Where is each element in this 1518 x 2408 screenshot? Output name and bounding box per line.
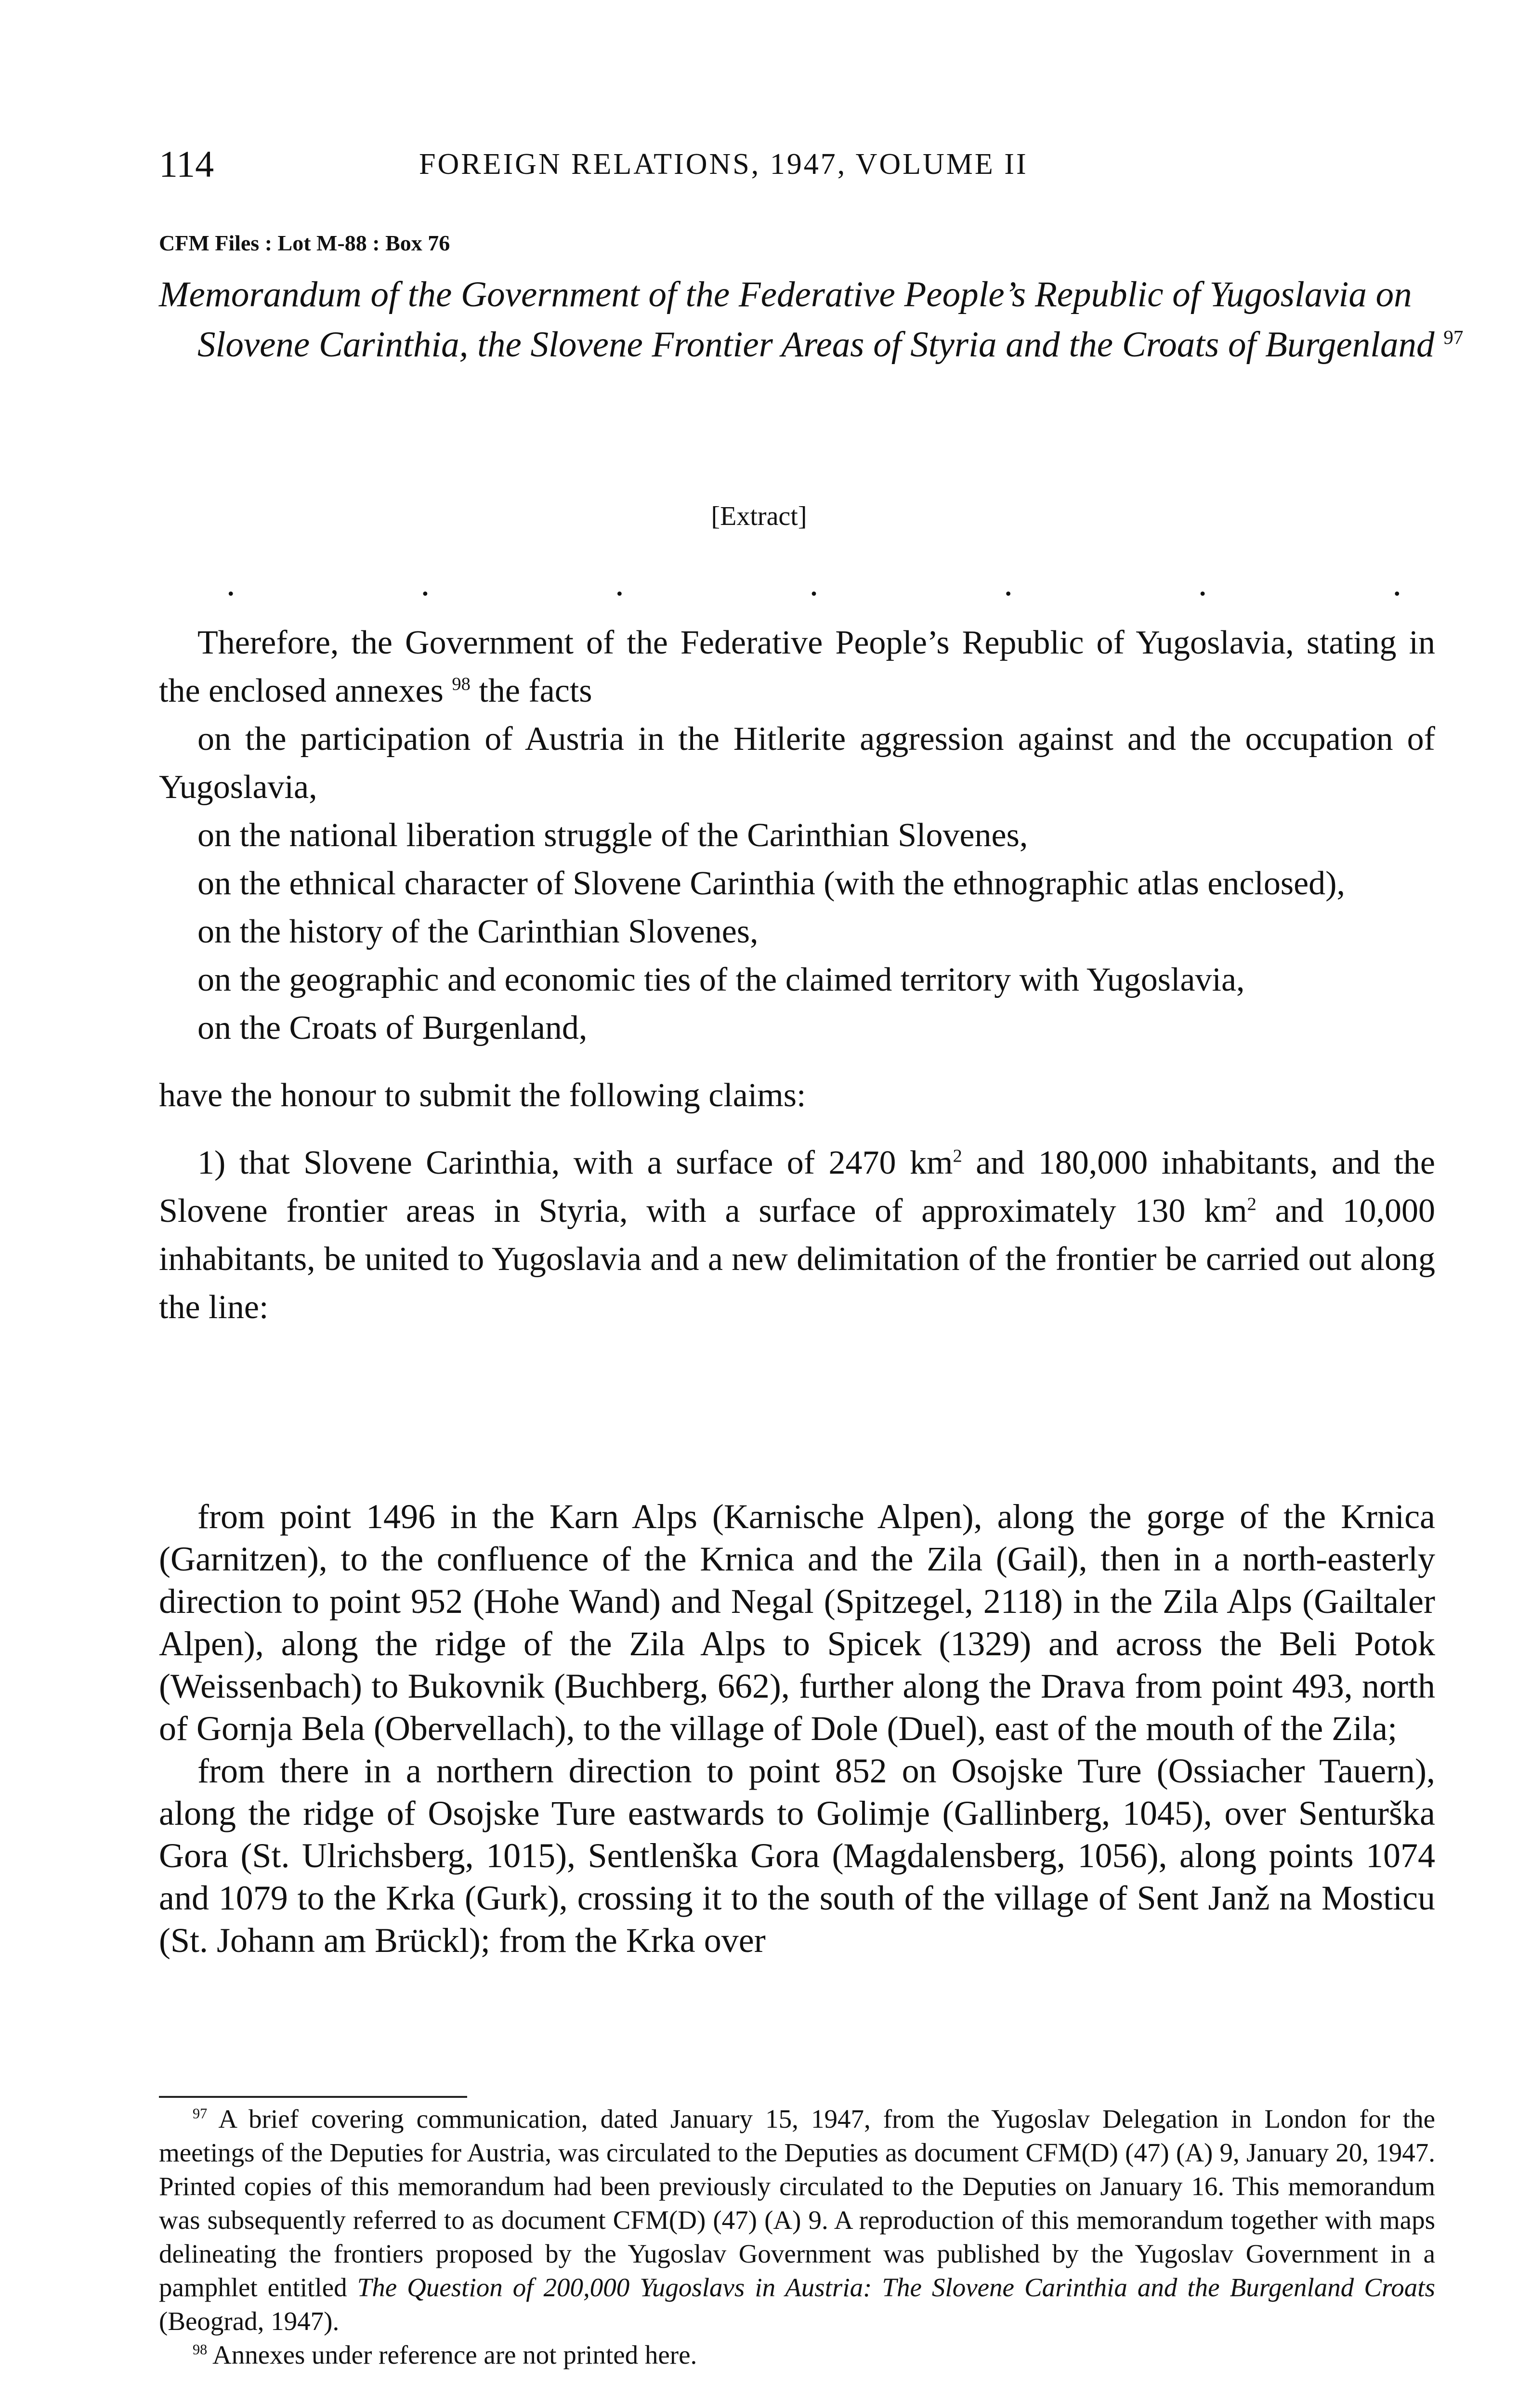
omission-dot: . bbox=[615, 564, 624, 603]
omission-dot: . bbox=[420, 564, 430, 603]
intro-paragraph bbox=[159, 619, 1435, 715]
claim-text: 1) that Slovene Carinthia, with a surface of 2470 km bbox=[197, 1144, 953, 1181]
footnote-text: A brief covering communication, dated January 15, 1947, from the Yugoslav Delegation in London for the meetings of the Deputies for Austria, was circulated to the Deputies as document CFM(D) (47) (A) 9, January 20, 1947. Printed copies of this memorandum had been previously circulated to the Deputies on January 16. This memorandum was subsequently referred to as document CFM(D) (47) (A) 9. A reproduction of this memorandum together with maps delineating the frontiers proposed by the Yugoslav Government was published by the Yugoslav Government in a pamphlet entitled bbox=[159, 2104, 1435, 2302]
intro-text: Therefore, the Government of the Federative People’s Republic of Yugoslavia, stating in the enclosed annexes bbox=[159, 624, 1435, 709]
omission-dot: . bbox=[1004, 564, 1013, 603]
body-text bbox=[159, 619, 1435, 1332]
footnote-mark: 98 bbox=[193, 2341, 208, 2358]
source-line: CFM Files : Lot M-88 : Box 76 bbox=[159, 231, 450, 255]
frontier-paragraph: from there in a northern direction to point 852 on Osojske Ture (Ossiacher Tauern), along the ridge of Osojske Ture eastwards to Golimje (Gallinberg, 1045), over Senturška Gora (St. Ulrichsberg, 1015), Sentlenška Gora (Magdalensberg, 1056), along points 1074 and 1079 to the Krka (Gurk), crossing it to the south of the village of Sent Janž na Mosticu (St. Johann am Brückl); from the Krka over bbox=[159, 1752, 1435, 1960]
omission-dot: . bbox=[226, 564, 236, 603]
frontier-paragraph: from point 1496 in the Karn Alps (Karnische Alpen), along the gorge of the Krnica (Garnitzen), to the confluence of the Krnica and the Zila (Gail), then in a north-easterly direction to point 952 (Hohe Wand) and Negal (Spitzegel, 2118) in the Zila Alps (Gailtaler Alpen), along the ridge of the Zila Alps to Spicek (1329) and across the Beli Potok (Weissenbach) to Bukovnik (Buchberg, 662), further along the Drava from point 493, north of Gornja Bela (Obervellach), to the village of Dole (Duel), east of the mouth of the Zila; bbox=[159, 1497, 1435, 1748]
footnote-97 bbox=[159, 2102, 1435, 2338]
omission-dot: . bbox=[809, 564, 819, 603]
pamphlet-title: The Question of 200,000 Yugoslavs in Austria: The Slovene Carinthia and the Burgenland Croats bbox=[357, 2273, 1435, 2302]
claim-text: and 10,000 inhabitants, be united to Yugoslavia and a new delimitation of the frontier be carried out along the line: bbox=[159, 1192, 1435, 1326]
superscript: 2 bbox=[953, 1146, 962, 1166]
footnote-text-end: (Beograd, 1947). bbox=[159, 2306, 340, 2336]
fact-item: on the participation of Austria in the Hitlerite aggression against and the occupation of Yugoslavia, bbox=[159, 720, 1435, 806]
superscript: 2 bbox=[1247, 1194, 1256, 1215]
footnote-text: Annexes under reference are not printed here. bbox=[212, 2340, 697, 2369]
omission-dot: . bbox=[1392, 564, 1401, 603]
footnote-98 bbox=[159, 2338, 1435, 2372]
footnotes bbox=[159, 2102, 1435, 2372]
footnote-ref-97: 97 bbox=[1443, 326, 1464, 348]
footnote-ref-98: 98 bbox=[452, 674, 471, 694]
omission-dots bbox=[226, 563, 1401, 604]
fact-item: on the geographic and economic ties of the claimed territory with Yugoslavia, bbox=[197, 961, 1245, 998]
fact-item: on the ethnical character of Slovene Carinthia (with the ethnographic atlas enclosed), bbox=[197, 865, 1345, 902]
document-title bbox=[159, 270, 1479, 370]
running-head: FOREIGN RELATIONS, 1947, VOLUME II bbox=[419, 148, 1028, 181]
frontier-description bbox=[159, 1495, 1435, 1962]
fact-item: on the Croats of Burgenland, bbox=[197, 1009, 588, 1047]
title-text: Memorandum of the Government of the Federative People’s Republic of Yugoslavia on Slovene Carinthia, the Slovene Frontier Areas of Styria and the Croats of Burgenland bbox=[159, 275, 1435, 365]
footnote-mark: 97 bbox=[193, 2105, 208, 2122]
fact-item: on the national liberation struggle of the Carinthian Slovenes, bbox=[197, 817, 1028, 854]
fact-item: on the history of the Carinthian Slovenes, bbox=[197, 913, 759, 950]
footnote-divider bbox=[159, 2096, 467, 2098]
claim-text: and 180,000 inhabitants, and the Slovene frontier areas in Styria, with a surface of approximately 130 km bbox=[159, 1144, 1435, 1230]
page-number: 114 bbox=[159, 143, 214, 185]
omission-dot: . bbox=[1198, 564, 1207, 603]
claims-intro: have the honour to submit the following claims: bbox=[159, 1077, 806, 1114]
claim-1 bbox=[159, 1139, 1435, 1332]
intro-text-end: the facts bbox=[479, 672, 592, 709]
extract-label: [Extract] bbox=[711, 501, 807, 531]
